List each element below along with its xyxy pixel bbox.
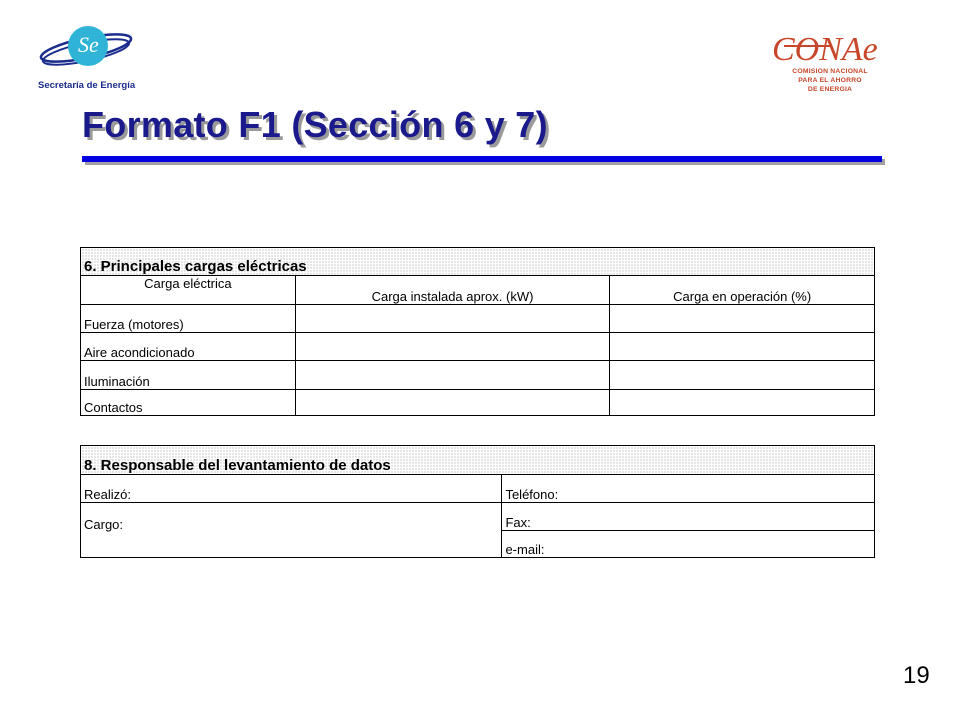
- row-label-lighting: Iluminación: [81, 361, 296, 390]
- conae-line-1: COMISION NACIONAL: [792, 68, 868, 75]
- cargo-field[interactable]: Cargo:: [81, 503, 502, 558]
- operation-cell[interactable]: [610, 333, 875, 361]
- installed-cell[interactable]: [295, 333, 610, 361]
- sener-caption: Secretaría de Energía: [38, 80, 136, 91]
- table-row: [81, 361, 875, 390]
- conae-logo: [766, 26, 926, 98]
- row-label-motors: Fuerza (motores): [81, 305, 296, 333]
- table-row: [81, 390, 875, 416]
- installed-cell[interactable]: [295, 305, 610, 333]
- section8-header: 8. Responsable del levantamiento de datos: [81, 446, 875, 475]
- operation-cell[interactable]: [610, 305, 875, 333]
- realizo-field[interactable]: Realizó:: [81, 475, 502, 503]
- section6-header: 6. Principales cargas eléctricas: [81, 248, 875, 276]
- svg-text:Se: Se: [78, 32, 99, 57]
- installed-cell[interactable]: [295, 390, 610, 416]
- title-underline: [82, 156, 882, 162]
- table-row: [81, 333, 875, 361]
- telefono-field[interactable]: Teléfono:: [502, 475, 875, 503]
- conae-line-2: PARA EL AHORRO: [798, 77, 862, 84]
- installed-cell[interactable]: [295, 361, 610, 390]
- responsible-table: [80, 445, 875, 558]
- sener-logo: [36, 18, 136, 96]
- page-title: Formato F1 (Sección 6 y 7): [82, 104, 548, 145]
- page-number: 19: [903, 662, 930, 689]
- email-field[interactable]: e-mail:: [502, 531, 875, 558]
- column-header-installed: Carga instalada aprox. (kW): [295, 276, 610, 305]
- operation-cell[interactable]: [610, 361, 875, 390]
- conae-wordmark-icon: [766, 26, 926, 68]
- operation-cell[interactable]: [610, 390, 875, 416]
- column-header-load: Carga eléctrica: [81, 276, 296, 305]
- sener-emblem-icon: [36, 18, 136, 82]
- svg-text:CONAe: CONAe: [772, 31, 878, 68]
- table-row: [81, 305, 875, 333]
- conae-line-3: DE ENERGIA: [807, 86, 853, 93]
- row-label-ac: Aire acondicionado: [81, 333, 296, 361]
- row-label-outlets: Contactos: [81, 390, 296, 416]
- fax-field[interactable]: Fax:: [502, 503, 875, 531]
- column-header-operation: Carga en operación (%): [610, 276, 875, 305]
- loads-table: [80, 247, 875, 416]
